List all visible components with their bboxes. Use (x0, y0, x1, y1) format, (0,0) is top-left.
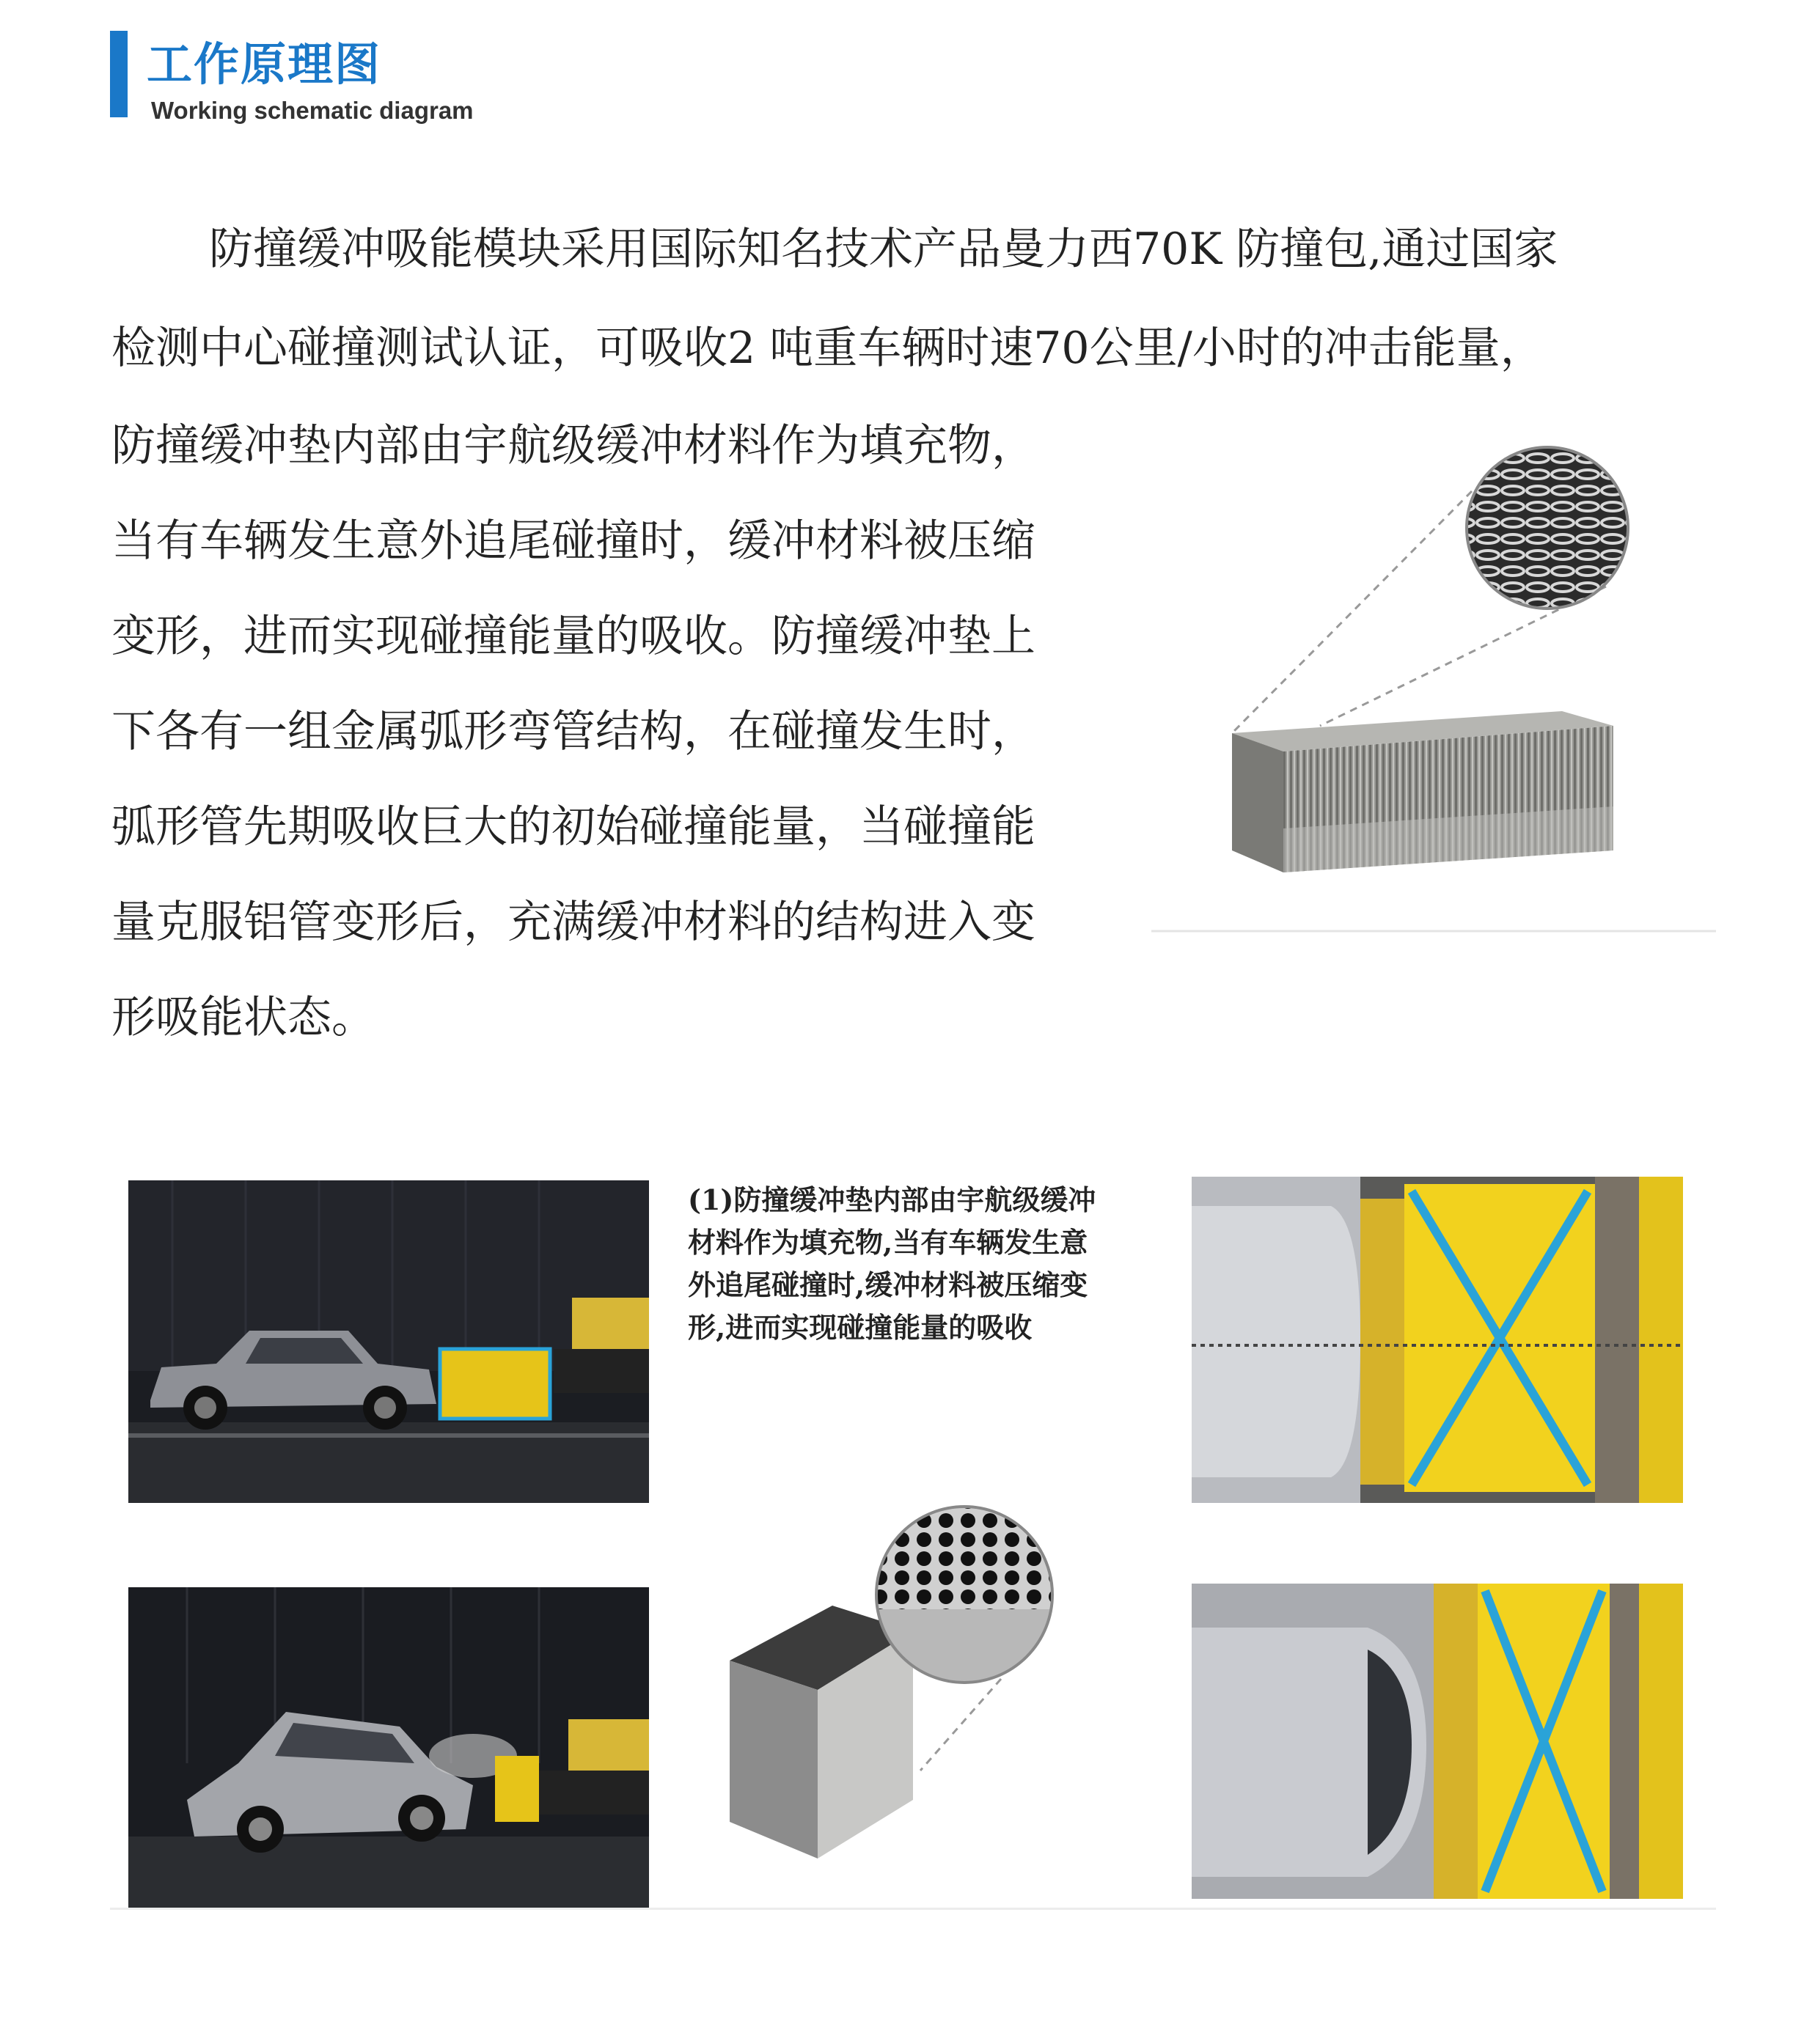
caption-line-2: 材料作为填充物,当有车辆发生意 (688, 1226, 1088, 1259)
caption-line-1: (1)防撞缓冲垫内部由宇航级缓冲 (688, 1183, 1096, 1216)
body-line-2: 检测中心碰撞测试认证，可吸收2 吨重车辆时速70公里/小时的冲击能量， (111, 323, 1544, 374)
section-subtitle: Working schematic diagram (151, 97, 474, 124)
honeycomb-block-illustration (715, 1492, 1082, 1873)
body-line-3: 防撞缓冲垫内部由宇航级缓冲材料作为填充物， (111, 420, 1035, 471)
cushion-material-illustration (1151, 418, 1716, 946)
crash-photo-side-before (128, 1180, 649, 1503)
crash-photo-top-before (1192, 1177, 1683, 1503)
figure-bottom-divider (110, 1908, 1716, 1910)
body-line-1: 防撞缓冲吸能模块采用国际知名技术产品曼力西70K 防撞包,通过国家 (209, 224, 1558, 275)
crash-photo-side-impact (128, 1587, 649, 1910)
figure-caption (688, 1179, 1157, 1349)
section-title: 工作原理图 (147, 37, 382, 91)
body-line-5: 变形，进而实现碰撞能量的吸收。防撞缓冲垫上 (111, 611, 1035, 662)
body-line-7: 弧形管先期吸收巨大的初始碰撞能量，当碰撞能 (111, 801, 1035, 853)
header-accent-bar (110, 31, 128, 117)
caption-line-3: 外追尾碰撞时,缓冲材料被压缩变 (688, 1268, 1088, 1301)
crash-photo-top-impact (1192, 1584, 1683, 1899)
body-line-8: 量克服铝管变形后，充满缓冲材料的结构进入变 (111, 897, 1035, 948)
caption-line-4: 形,进而实现碰撞能量的吸收 (688, 1311, 1033, 1344)
body-line-6: 下各有一组金属弧形弯管结构，在碰撞发生时， (111, 706, 1035, 757)
body-line-9: 形吸能状态。 (111, 992, 375, 1043)
body-line-4: 当有车辆发生意外追尾碰撞时，缓冲材料被压缩 (111, 515, 1035, 567)
